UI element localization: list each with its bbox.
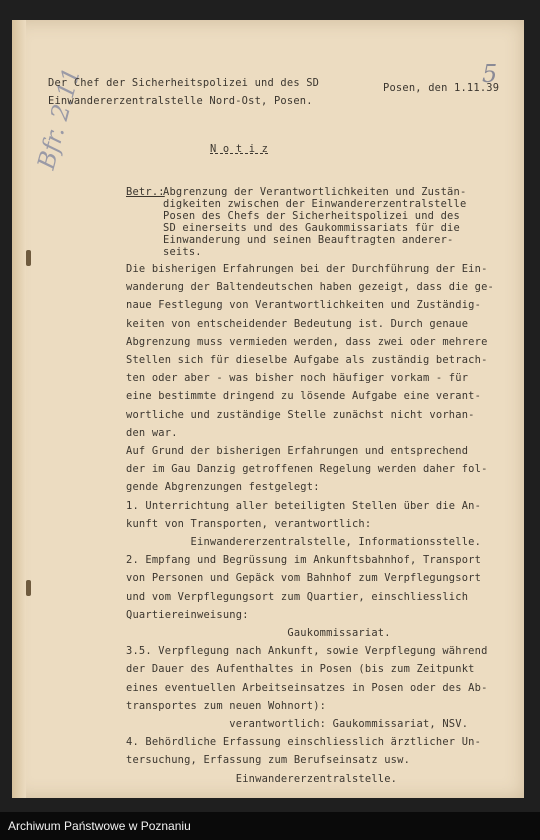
body-line: kunft von Transporten, verantwortlich:: [126, 518, 372, 530]
subject-line: Abgrenzung der Verantwortlichkeiten und Zustän-: [163, 186, 467, 198]
body-line: Gaukommissariat.: [126, 627, 391, 639]
body-line: wortliche und zuständige Stelle zunächst nicht vorhan-: [126, 409, 475, 421]
body-line: von Personen und Gepäck vom Bahnhof zum Verpflegungsort: [126, 572, 482, 584]
body-line: eine bestimmte dringend zu lösende Aufgabe eine verant-: [126, 390, 482, 402]
archive-name: Archiwum Państwowe w Poznaniu: [8, 819, 191, 833]
binder-hole: [26, 250, 31, 266]
body-line: naue Festlegung von Verantwortlichkeiten und Zuständig-: [126, 299, 482, 311]
body-line: 4. Behördliche Erfassung einschliesslich ärztlicher Un-: [126, 736, 482, 748]
binder-hole: [26, 580, 31, 596]
body-line: ten oder aber - was bisher noch häufiger vorkam - für: [126, 372, 469, 384]
body-line: Stellen sich für dieselbe Aufgabe als zuständig betrach-: [126, 354, 488, 366]
body-line: 2. Empfang und Begrüssung im Ankunftsbahnhof, Transport: [126, 554, 482, 566]
body-line: der Dauer des Aufenthaltes in Posen (bis zum Zeitpunkt: [126, 663, 475, 675]
body-line: 1. Unterrichtung aller beteiligten Stellen über die An-: [126, 500, 482, 512]
body-line: Auf Grund der bisherigen Erfahrungen und entsprechend: [126, 445, 469, 457]
body-line: wanderung der Baltendeutschen haben gezeigt, dass die ge-: [126, 281, 494, 293]
body-line: transportes zum neuen Wohnort):: [126, 700, 327, 712]
sender-line-2: Einwandererzentralstelle Nord-Ost, Posen.: [48, 95, 313, 107]
body-line: tersuchung, Erfassung zum Berufseinsatz usw.: [126, 754, 411, 766]
body-line: Quartiereinweisung:: [126, 609, 249, 621]
document-title: N o t i z: [210, 143, 269, 155]
subject-line: digkeiten zwischen der Einwandererzentralstelle: [163, 198, 467, 210]
sender-line-1: Der Chef der Sicherheitspolizei und des SD: [48, 77, 320, 89]
subject-line: Einwanderung und seinen Beauftragten anderer-: [163, 234, 454, 246]
subject-line: Posen des Chefs der Sicherheitspolizei und des: [163, 210, 460, 222]
body-line: der im Gau Danzig getroffenen Regelung werden daher fol-: [126, 463, 488, 475]
body-line: Einwandererzentralstelle.: [126, 773, 398, 785]
archive-footer: [0, 812, 540, 840]
subject-label: Betr.:: [126, 186, 165, 198]
margin-annotation: Bfr. 2.11: [32, 64, 86, 173]
body-line: eines eventuellen Arbeitseinsatzes in Posen oder des Ab-: [126, 682, 488, 694]
document-page: [12, 20, 524, 798]
body-line: und vom Verpflegungsort zum Quartier, einschliesslich: [126, 591, 469, 603]
body-line: keiten von entscheidender Bedeutung ist. Durch genaue: [126, 318, 469, 330]
body-line: Abgrenzung muss vermieden werden, dass zwei oder mehrere: [126, 336, 488, 348]
body-line: gende Abgrenzungen festgelegt:: [126, 481, 320, 493]
subject-line: seits.: [163, 246, 202, 258]
subject-line: SD einerseits und des Gaukommissariats für die: [163, 222, 460, 234]
body-line: Einwandererzentralstelle, Informationsstelle.: [126, 536, 482, 548]
body-line: den war.: [126, 427, 178, 439]
document-date: Posen, den 1.11.39: [383, 82, 500, 94]
body-line: Die bisherigen Erfahrungen bei der Durchführung der Ein-: [126, 263, 488, 275]
handwritten-page-number: 5: [482, 60, 498, 88]
body-line: verantwortlich: Gaukommissariat, NSV.: [126, 718, 469, 730]
body-line: 3.5. Verpflegung nach Ankunft, sowie Verpflegung während: [126, 645, 488, 657]
